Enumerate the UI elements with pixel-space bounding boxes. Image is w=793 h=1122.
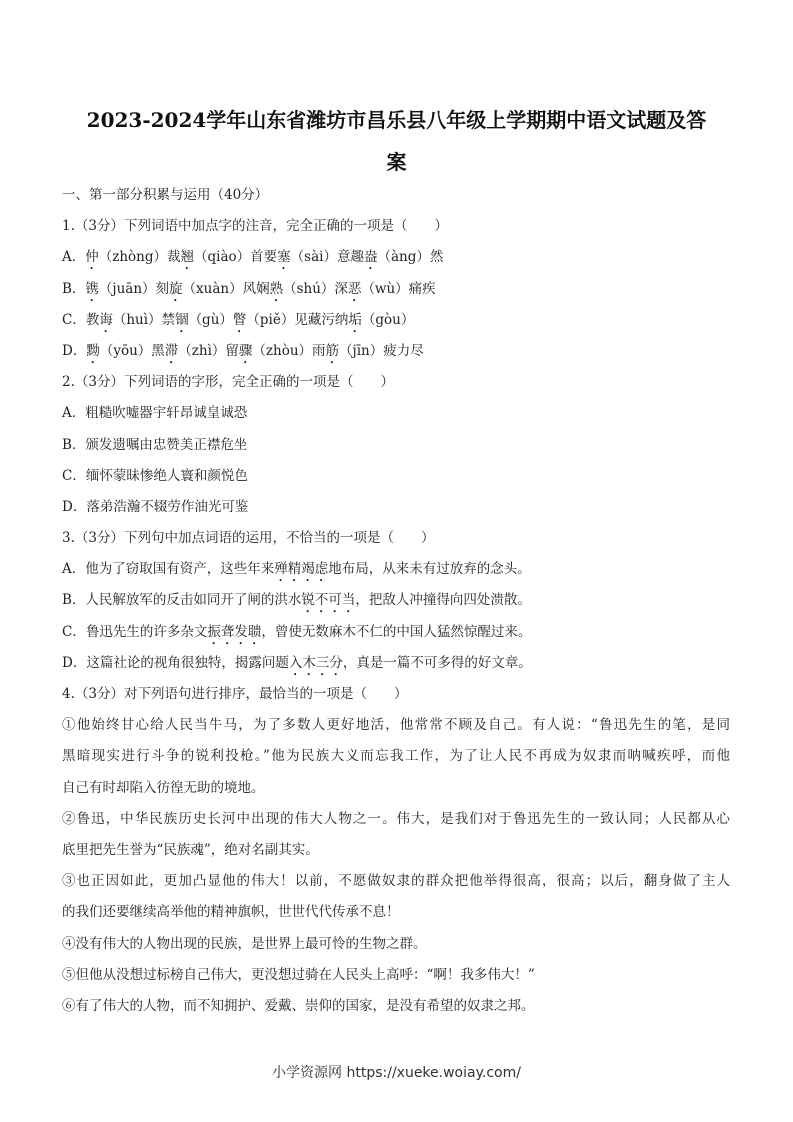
- text-line: [62, 621, 730, 652]
- emphasized-text: 入木三分: [288, 654, 343, 671]
- emphasized-text: 滞: [164, 342, 179, 359]
- page-footer-watermark: 小学资源网 https://xueke.woiay.com/: [272, 1065, 521, 1081]
- text-segment: B．人民解放军的反击如同开了闸的洪水: [62, 592, 302, 609]
- document-title-line-2: 案: [386, 150, 407, 174]
- text-segment: （piě）见藏污纳: [246, 311, 349, 328]
- text-line: [62, 496, 730, 527]
- emphasized-text: 仲: [85, 249, 99, 266]
- text-segment: D．这篇社论的视角很独特，揭露问题: [62, 654, 289, 671]
- text-line: [62, 246, 730, 277]
- text-segment: ，把敌人冲撞得向四处溃散。: [355, 592, 531, 609]
- emphasized-text: 振聋发聩: [207, 623, 262, 640]
- text-segment: （shú）深: [283, 280, 348, 297]
- emphasized-text: 翘: [180, 249, 195, 266]
- emphasized-text: 筋: [325, 342, 340, 359]
- text-segment: （sài）意趣: [290, 249, 364, 266]
- text-segment: 4.（3分）对下列语句进行排序，最恰当的一项是（ ）: [62, 686, 408, 702]
- text-line: [62, 465, 730, 496]
- text-line: [62, 371, 730, 402]
- text-segment: （zhì）留: [178, 342, 239, 359]
- emphasized-text: 垢: [348, 311, 362, 328]
- emphasized-text: 恶: [347, 280, 362, 297]
- text-line: [62, 839, 730, 870]
- text-segment: 2.（3分）下列词语的字形，完全正确的一项是（ ）: [62, 374, 394, 391]
- text-segment: C．教: [62, 311, 100, 328]
- text-segment: 底里把先生誉为“民族魂”，绝对名副其实。: [62, 841, 319, 858]
- text-segment: D．: [62, 342, 87, 359]
- text-segment: （yōu）黑: [99, 342, 165, 359]
- emphasized-text: 锐不可当: [301, 592, 356, 609]
- emphasized-text: 锢: [175, 311, 189, 328]
- text-line: [62, 901, 730, 932]
- text-segment: （zhòng）裁: [98, 249, 181, 266]
- text-line: [62, 683, 730, 714]
- text-segment: （àng）然: [377, 249, 444, 266]
- text-segment: A．: [62, 249, 86, 266]
- text-line: [62, 215, 730, 246]
- text-line: [62, 558, 730, 589]
- text-segment: （jīn）疲力尽: [339, 342, 424, 359]
- text-segment: A．粗糙吹嘘器宇轩昂诚皇诚恐: [62, 405, 248, 422]
- text-segment: （gòu）: [361, 311, 415, 328]
- emphasized-text: 镌: [85, 280, 99, 297]
- text-segment: 一、第一部分积累与运用（40分）: [62, 187, 269, 203]
- text-line: [62, 402, 730, 433]
- text-segment: （juān）刻: [98, 280, 170, 297]
- text-segment: （wù）痛疾: [361, 280, 436, 297]
- text-line: [62, 870, 730, 901]
- text-segment: 自己有时却陷入彷徨无助的境地。: [62, 779, 265, 796]
- text-line: [62, 808, 730, 839]
- text-segment: （zhòu）雨: [252, 342, 326, 359]
- text-line: [62, 340, 730, 371]
- text-line: [62, 184, 730, 215]
- text-segment: （qiào）首要: [194, 249, 278, 266]
- text-segment: ⑤但他从没想过标榜自己伟大，更没想过骑在人民头上高呼：“啊！我多伟大！”: [62, 966, 535, 983]
- text-line: [62, 652, 730, 683]
- text-segment: D．落弟浩瀚不辍劳作油光可鉴: [62, 498, 249, 515]
- text-segment: C．缅怀蒙昧惨绝人寰和颜悦色: [62, 467, 248, 484]
- emphasized-text: 熟: [269, 280, 284, 297]
- text-line: [62, 714, 730, 745]
- emphasized-text: 诲: [99, 311, 113, 328]
- emphasized-text: 黝: [86, 342, 100, 359]
- text-segment: （xuàn）风娴: [182, 280, 270, 297]
- emphasized-text: 殚精竭虑: [274, 561, 329, 578]
- text-segment: A．他为了窃取国有资产，这些年来: [62, 561, 275, 578]
- text-line: [62, 995, 730, 1026]
- text-line: [62, 933, 730, 964]
- emphasized-text: 旋: [169, 280, 183, 297]
- text-segment: （huì）禁: [112, 311, 176, 328]
- text-line: [62, 964, 730, 995]
- text-line: [62, 777, 730, 808]
- text-line: [62, 434, 730, 465]
- text-segment: 地布局，从来未有过放弃的念头。: [328, 561, 531, 578]
- text-segment: 1.（3分）下列词语中加点字的注音，完全正确的一项是（ ）: [62, 218, 448, 235]
- text-segment: ，曾使无数麻木不仁的中国人猛然惊醒过来。: [261, 623, 532, 640]
- text-segment: ⑥有了伟大的人物，而不知拥护、爱戴、崇仰的国家，是没有希望的奴隶之邦。: [62, 997, 535, 1014]
- text-line: [62, 309, 730, 340]
- text-segment: ④没有伟大的人物出现的民族，是世界上最可怜的生物之群。: [62, 935, 427, 952]
- text-line: [62, 527, 730, 558]
- emphasized-text: 瞥: [232, 311, 247, 328]
- text-segment: C．鲁迅先生的许多杂文: [62, 623, 208, 640]
- text-segment: ①他始终甘心给人民当牛马，为了多数人更好地活，他常常不顾及自己。有人说：“鲁迅先生的笔，是同: [62, 717, 730, 734]
- text-segment: ②鲁迅，中华民族历史长河中出现的伟大人物之一。伟大，是我们对于鲁迅先生的一致认同；人民都从心: [62, 810, 730, 827]
- text-segment: B．颁发遗嘱由忠赞美正襟危坐: [62, 436, 248, 453]
- text-segment: （gù）: [188, 311, 233, 328]
- text-line: [62, 278, 730, 309]
- text-line: [62, 745, 730, 776]
- text-segment: 黑暗现实进行斗争的锐利投枪。”他为民族大义而忘我工作，为了让人民不再成为奴隶而呐喊疾呼，而他: [62, 748, 730, 765]
- emphasized-text: 盎: [363, 249, 378, 266]
- emphasized-text: 塞: [277, 249, 291, 266]
- text-segment: 3.（3分）下列句中加点词语的运用，不恰当的一项是（ ）: [62, 530, 435, 547]
- text-segment: ③也正因如此，更加凸显他的伟大！以前，不愿做奴隶的群众把他举得很高，很高；以后，翻身做了主人: [62, 873, 730, 890]
- text-segment: 的我们还要继续高举他的精神旗帜，世世代代传承不息！: [62, 904, 400, 921]
- text-segment: B．: [62, 280, 86, 297]
- text-segment: ，真是一篇不可多得的好文章。: [342, 654, 532, 671]
- emphasized-text: 骤: [238, 342, 253, 359]
- document-body: [62, 184, 730, 1026]
- document-title-line-1: 2023-2024学年山东省潍坊市昌乐县八年级上学期期中语文试题及答: [86, 108, 707, 132]
- text-line: [62, 589, 730, 620]
